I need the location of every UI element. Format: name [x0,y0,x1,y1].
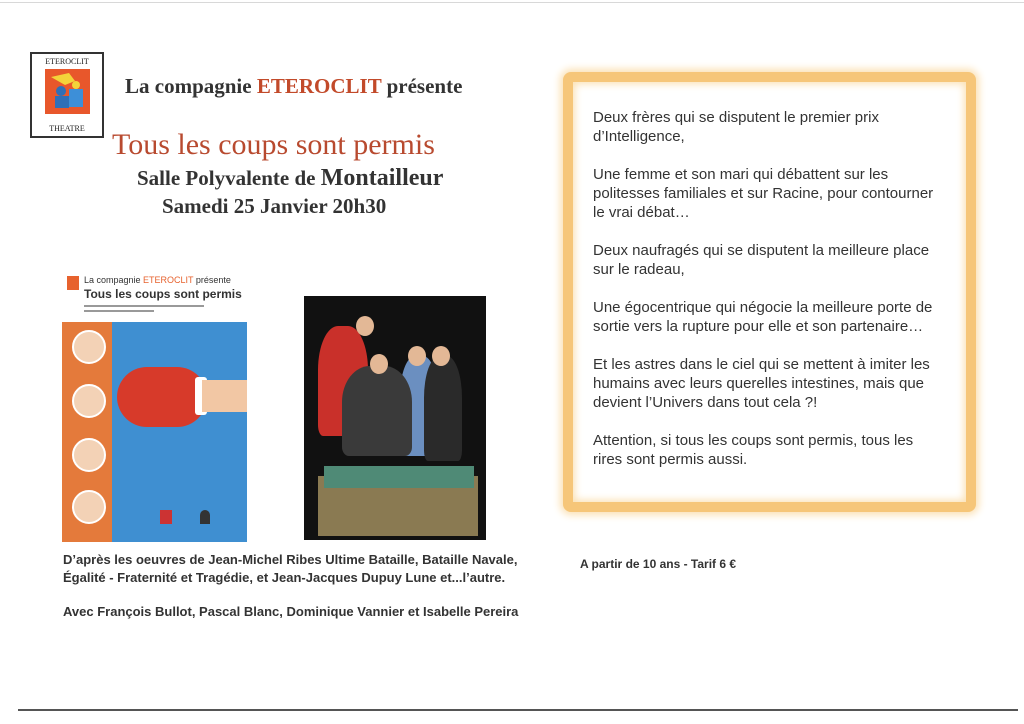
synopsis-text [593,108,943,488]
boxing-glove-icon [117,367,207,427]
scan-edge-bottom [18,709,1018,711]
photo-actor-head [432,346,450,366]
poster-fine-print [84,310,154,312]
poster-company-line [84,275,231,285]
actor-face-icon [72,490,106,524]
credits-block [63,551,533,637]
photo-actor-head [356,316,374,336]
logo-top-text: ETEROCLIT [45,57,89,66]
play-title: Tous les coups sont permis [112,128,435,161]
poster-artwork [62,322,247,542]
poster-header [62,272,247,324]
poster-company: ETEROCLIT [143,275,194,285]
intro-line [125,74,462,99]
poster-fine-print [84,305,204,307]
scan-edge-top [0,2,1024,3]
logo-illustration [45,69,90,114]
actor-face-icon [72,438,106,472]
photo-actor-head [370,354,388,374]
synopsis-paragraph: Attention, si tous les coups sont permis, tous les rires sont permis aussi. [593,432,914,468]
sponsor-emblem-icon [200,510,210,524]
poster-title: Tous les coups sont permis [84,287,242,301]
venue-prefix: Salle Polyvalente de [137,166,321,190]
play-poster-image [62,272,247,542]
logo-bottom-text: THEATRE [49,124,85,133]
actor-face-icon [72,384,106,418]
intro-before: La compagnie [125,74,257,98]
sponsor-emblem-icon [160,510,172,524]
synopsis-paragraph: Deux frères qui se disputent le premier prix d’Intelligence, [593,109,879,145]
photo-actor [342,366,412,456]
theatre-logo [30,52,104,138]
poster-line1-before: La compagnie [84,275,144,285]
photo-pallet-top [324,466,474,488]
poster-arm [202,380,247,412]
photo-actor-head [408,346,426,366]
synopsis-paragraph: Deux naufragés qui se disputent la meilleure place sur le radeau, [593,242,930,278]
cast-photo [304,296,486,540]
intro-after: présente [381,74,463,98]
poster-line1-after: présente [193,275,231,285]
price-info: A partir de 10 ans - Tarif 6 € [580,557,737,571]
venue-town: Montailleur [320,165,444,191]
credits-cast: Avec François Bullot, Pascal Blanc, Dominique Vannier et Isabelle Pereira [63,604,519,619]
synopsis-paragraph: Et les astres dans le ciel qui se mettent à imiter les humains avec leurs querelles intestines, mais que devient l’Univers dans tout cela ?! [593,356,930,411]
performance-date: Samedi 25 Janvier 20h30 [162,194,387,218]
synopsis-paragraph: Une femme et son mari qui débattent sur les politesses familiales et sur Racine, pour contourner le vrai débat… [593,166,934,221]
venue-line [137,165,443,192]
actor-face-icon [72,330,106,364]
poster-logo [67,276,79,290]
photo-actor [424,356,462,461]
credits-source: D’après les oeuvres de Jean-Michel Ribes Ultime Bataille, Bataille Navale, Égalité - Fraternité et Tragédie, et Jean-Jacques Dupuy Lune et...l’autre. [63,552,518,585]
company-name: ETEROCLIT [256,74,382,98]
synopsis-paragraph: Une égocentrique qui négocie la meilleure porte de sortie vers la rupture pour elle et son partenaire… [593,299,933,335]
